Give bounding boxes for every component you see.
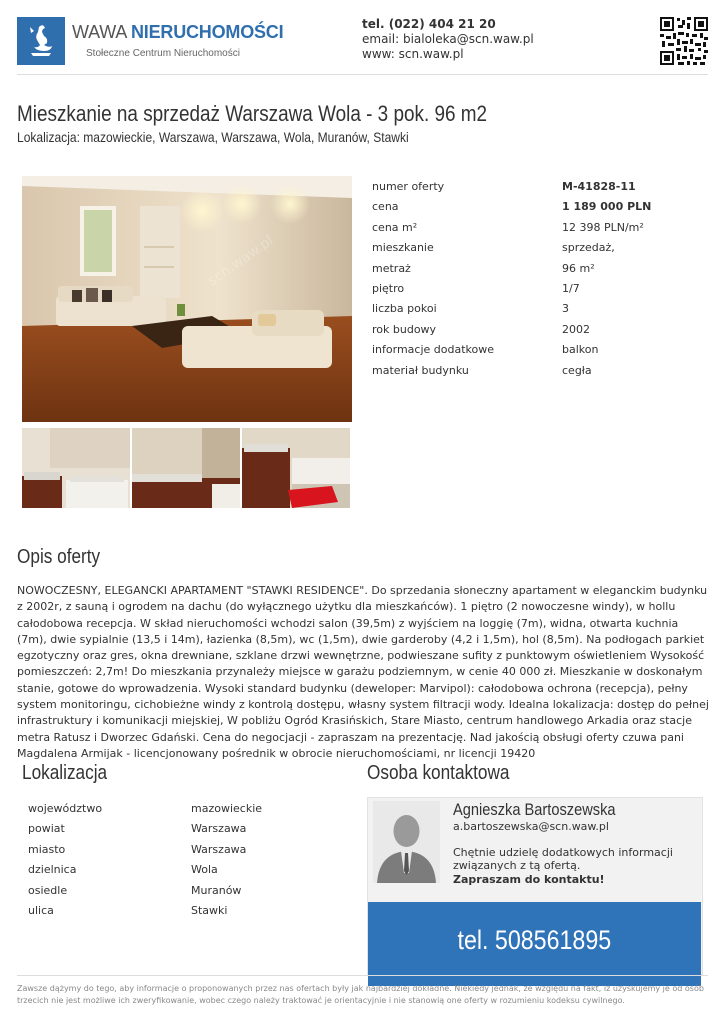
location-value: Warszawa [191, 822, 247, 836]
param-label: piętro [372, 282, 405, 295]
param-label: liczba pokoi [372, 302, 437, 316]
location-label: ulica [28, 904, 54, 917]
param-value: 3 [562, 302, 569, 316]
param-label: materiał budynku [372, 363, 469, 377]
location-heading: Lokalizacja [22, 762, 108, 784]
location-value: Stawki [191, 904, 228, 917]
param-value: 2002 [562, 322, 590, 336]
thumbnail-3[interactable] [242, 428, 350, 508]
agent-phone[interactable]: tel. 508561895 [457, 925, 612, 955]
photo-watermark: scn.waw.pl [205, 232, 277, 290]
siren-logo-icon [17, 17, 65, 65]
param-row [372, 302, 702, 322]
location-value: Wola [191, 863, 218, 877]
company-logo[interactable] [17, 17, 65, 65]
param-label: rok budowy [372, 322, 437, 336]
thumbnail-1[interactable] [22, 428, 130, 508]
agent-avatar [373, 801, 440, 883]
location-label: powiat [28, 822, 65, 836]
agency-contact [362, 17, 534, 62]
param-value: 1/7 [562, 282, 580, 295]
agent-name: Agnieszka Bartoszewska [453, 800, 616, 819]
param-value: 1 189 000 PLN [562, 200, 652, 214]
param-value: M-41828-11 [562, 180, 636, 193]
param-value: sprzedaż, [562, 241, 615, 255]
param-row [372, 221, 702, 241]
listing-location-line: Lokalizacja: mazowieckie, Warszawa, Warszawa, Wola, Muranów, Stawki [17, 129, 409, 145]
location-label: dzielnica [28, 863, 77, 877]
main-photo[interactable] [22, 176, 352, 422]
brand-subtitle: Stołeczne Centrum Nieruchomości [86, 48, 240, 59]
location-value: Warszawa [191, 842, 247, 856]
listing-title: Mieszkanie na sprzedaż Warszawa Wola - 3 pok. 96 m2 [17, 101, 488, 126]
param-row [372, 241, 702, 261]
contact-heading: Osoba kontaktowa [367, 762, 510, 784]
location-row [28, 863, 328, 883]
agent-message: Chętnie udzielę dodatkowych informacji związanych z tą ofertą. [453, 846, 673, 872]
brand-name: WAWA NIERUCHOMOŚCI [72, 22, 284, 42]
agency-website[interactable]: www: scn.waw.pl [362, 47, 464, 61]
location-row [28, 904, 328, 924]
agency-email[interactable]: email: bialoleka@scn.waw.pl [362, 32, 534, 46]
location-row [28, 843, 328, 863]
param-label: cena m² [372, 220, 418, 234]
thumbnail-2[interactable] [132, 428, 240, 508]
agent-cta: Zapraszam do kontaktu! [453, 873, 605, 886]
location-row [28, 822, 328, 842]
location-label: województwo [28, 802, 103, 815]
param-row [372, 364, 702, 384]
param-value: 12 398 PLN/m² [562, 220, 644, 234]
agency-phone[interactable]: tel. (022) 404 21 20 [362, 17, 496, 31]
location-label: osiedle [28, 883, 68, 897]
description-text: NOWOCZESNY, ELEGANCKI APARTAMENT "STAWKI RESIDENCE". Do sprzedania słoneczny apartament w eleganckim budynku z 2002r, z sauną i ogrodem na dachu (do wyłącznego użytku dla mieszkańców). 1 piętro (2 nowoczesne windy), w hollu całodobowa recepcja. W skład nieruchomości wchodzi salon (39,5m) z wyjściem na loggię (7m), widna, otwarta kuchnia (7m), dwie sypialnie (13,5 i 14m), łazienka (8,5m), wc (1,5m), dwie garderoby (4,2 i 1,5m), hol (8,5m). Na podłogach parkiet egzotyczny oraz gres, okna drewniane, szklane drzwi wewnętrzne, podwieszane sufity z punktowym oświetleniem Wysokość pomieszczeń: 2,7m! Do mieszkania przynależy miejsce w garażu podziemnym, w cenie 40 000 zł. Mieszkanie w doskonałym stanie, gotowe do wprowadzenia. Wysoki standard budynku (deweloper: Marvipol): całodobowa ochrona (recepcja), pełny system monitoringu, cichobieżne windy z kontrolą dostępu, własny system filtracji wody. Idealna lokalizacja: dostęp do pełnej infrastruktury i komunikacji miejskiej, W pobliżu Ogród Krasińskich, Stare Miasto, centrum handlowego Arkadia oraz stacje metra Ratusz i Dworzec Gdański. Cena do negocjacji - zapraszam na prezentację. Nad jakością obsługi oferty czuwa pani Magdalena Armijak - licencjonowany pośrednik w obrocie nieruchomościami, nr licencji 19420 [17, 584, 709, 760]
param-value: cegła [562, 363, 592, 377]
param-row [372, 282, 702, 302]
location-value: mazowieckie [191, 802, 263, 815]
header-divider [17, 74, 708, 75]
description-heading: Opis oferty [17, 546, 101, 568]
location-label: miasto [28, 842, 66, 856]
location-row [28, 884, 328, 904]
param-row [372, 262, 702, 282]
footer-disclaimer: Zawsze dążymy do tego, aby informacje o proponowanych przez nas ofertach były jak najbardziej dokładne. Niekiedy jednak, ze względu na fakt, iż uzyskujemy je od osób trzecich nie jest możliwe ich zweryfikowanie, wobec czego należy traktować je orientacyjnie i nie stanowią one oferty w rozumieniu kodeksu cywilnego. [17, 984, 704, 1005]
location-value: Muranów [191, 883, 242, 897]
param-row [372, 180, 702, 200]
param-value: 96 m² [562, 261, 595, 275]
param-label: cena [372, 200, 399, 214]
param-row [372, 323, 702, 343]
param-row [372, 343, 702, 363]
param-label: informacje dodatkowe [372, 343, 495, 357]
footer-divider [17, 975, 708, 976]
param-label: mieszkanie [372, 241, 434, 255]
param-label: numer oferty [372, 180, 445, 193]
agent-email[interactable]: a.bartoszewska@scn.waw.pl [453, 820, 609, 833]
param-label: metraż [372, 261, 411, 275]
param-row [372, 200, 702, 220]
location-row [28, 802, 328, 822]
qr-code-icon [660, 17, 708, 65]
param-value: balkon [562, 343, 599, 357]
